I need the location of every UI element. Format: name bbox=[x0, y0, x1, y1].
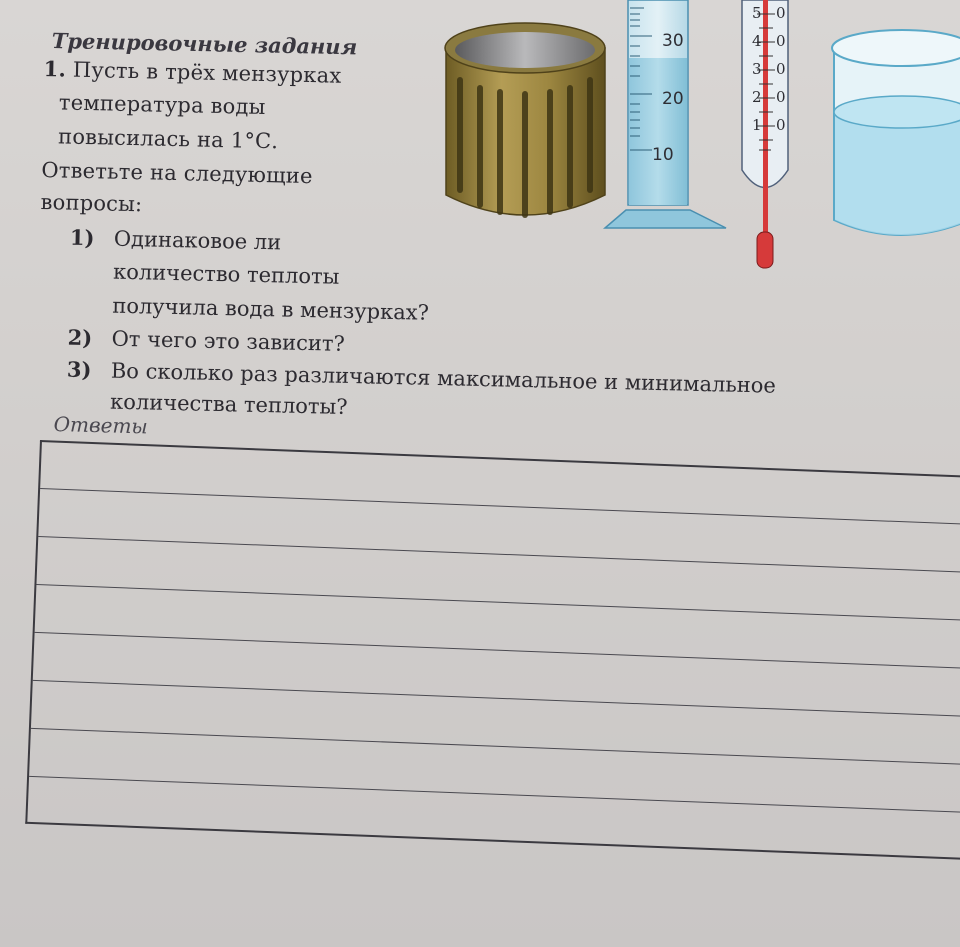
thermo-tick-right-1: 0 bbox=[776, 4, 786, 22]
answer-line[interactable] bbox=[38, 536, 960, 573]
answer-line[interactable] bbox=[35, 632, 960, 669]
thermo-tick-right-2: 0 bbox=[776, 32, 786, 50]
task-text-3: повысилась на 1°С. bbox=[57, 124, 279, 154]
question-1-line-1: Одинаковое ли bbox=[113, 226, 282, 255]
thermo-tick-4: 4 bbox=[752, 32, 762, 50]
task-line-1 bbox=[43, 56, 341, 88]
answer-box bbox=[25, 440, 960, 860]
question-2 bbox=[67, 325, 345, 356]
question-3-line-1: Во сколько раз различаются максимальное и минимальное bbox=[110, 358, 777, 398]
question-2-number: 2) bbox=[67, 324, 93, 351]
question-1 bbox=[70, 225, 282, 255]
thermo-tick-right-4: 0 bbox=[776, 88, 786, 106]
question-3-line-2: количества теплоты? bbox=[109, 389, 348, 419]
measuring-cylinder bbox=[605, 0, 726, 228]
thermometer bbox=[742, 0, 788, 268]
question-1-line-3: получила вода в мензурках? bbox=[112, 293, 430, 325]
cylinder-tick-10: 10 bbox=[652, 145, 674, 165]
cylinder-tick-20: 20 bbox=[662, 89, 684, 109]
lab-illustration bbox=[430, 0, 960, 275]
thermo-tick-5: 5 bbox=[752, 4, 762, 22]
thermo-tick-2: 2 bbox=[752, 88, 762, 106]
task-text-2: температура воды bbox=[58, 90, 266, 120]
thermo-tick-1: 1 bbox=[752, 116, 762, 134]
thermo-tick-right-3: 0 bbox=[776, 60, 786, 78]
task-text-5: вопросы: bbox=[40, 189, 143, 217]
answer-line[interactable] bbox=[36, 584, 960, 621]
question-1-line-2: количество теплоты bbox=[112, 259, 340, 289]
answer-line[interactable] bbox=[29, 776, 960, 813]
section-heading: Тренировочные задания bbox=[51, 28, 358, 60]
task-text-4: Ответьте на следующие bbox=[41, 157, 313, 189]
answer-line[interactable] bbox=[31, 728, 960, 765]
glass-beaker bbox=[832, 30, 960, 235]
task-number: 1. bbox=[43, 56, 67, 82]
bronze-calorimeter bbox=[445, 23, 605, 215]
answer-line[interactable] bbox=[33, 680, 960, 717]
cylinder-tick-30: 30 bbox=[662, 31, 684, 51]
thermo-tick-3: 3 bbox=[752, 60, 762, 78]
question-1-number: 1) bbox=[69, 224, 95, 251]
task-text-1: Пусть в трёх мензурках bbox=[72, 57, 342, 88]
question-2-line-1: От чего это зависит? bbox=[111, 326, 346, 356]
answer-line[interactable] bbox=[40, 488, 960, 525]
question-3-number: 3) bbox=[66, 356, 92, 383]
answers-label: Ответы bbox=[53, 412, 149, 439]
thermo-tick-right-5: 0 bbox=[776, 116, 786, 134]
